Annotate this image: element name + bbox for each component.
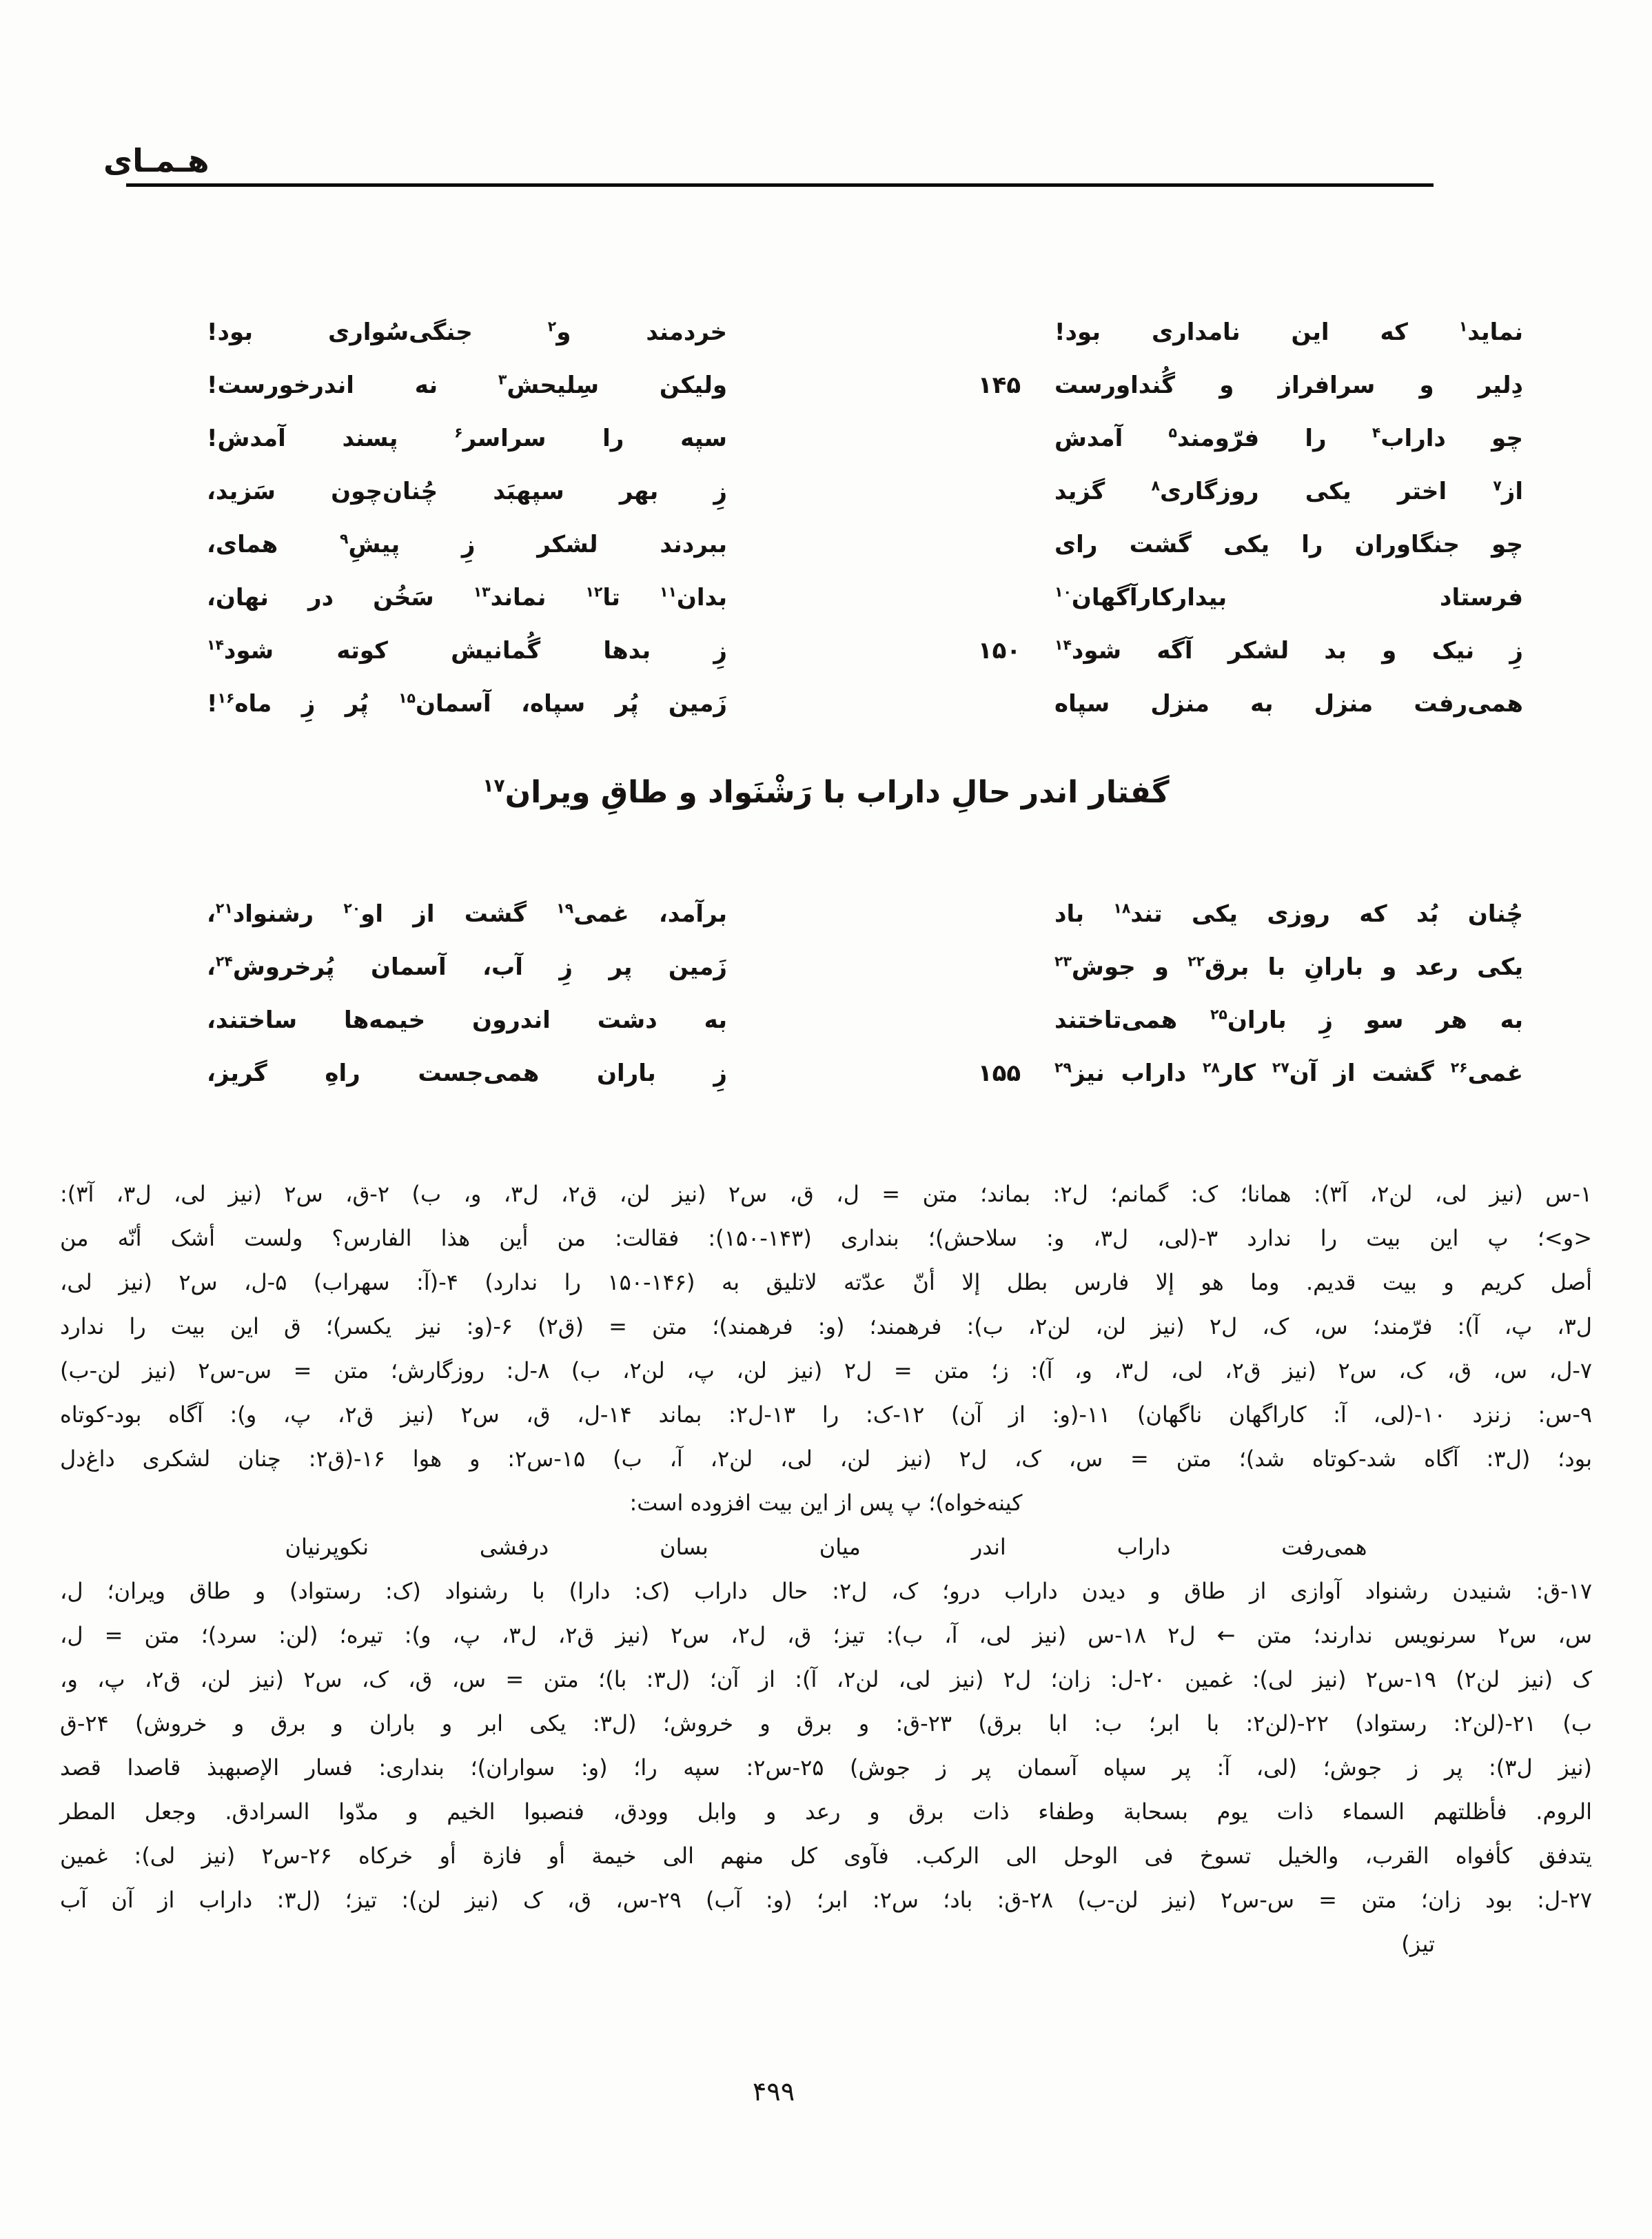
apparatus-line: ۲۷-ل: بود زان؛ متن = س-س۲ (نیز لن-ب) ۲۸-ق: باد؛ س۲: ابر؛ (و: آب) ۲۹-س، ق، ک (نیز لن): تیز؛ (ل۳: داراب از آن آب — [60, 1887, 1593, 1913]
apparatus-line: ۱۷-ق: شنیدن رشنواد آوازی از طاق و دیدن داراب درو؛ ک، ل۲: حال داراب (ک: دارا) با رشنواد (ک: رستواد) و طاق ویران؛ ل، — [60, 1578, 1593, 1604]
hemistich-left: برآمد، غمی$^{۱۹}$ گشت از او$^{۲۰}$ رشنواد$^{۲۱}$، — [207, 900, 727, 928]
hemistich-right: به هر سو زِ باران$^{۲۵}$ همی‌تاختند — [1054, 1006, 1523, 1034]
hemistich-left: ببردند لشکر زِ پیشِ$^۹$ همای، — [207, 530, 727, 558]
apparatus-line: ک (نیز لن۲) ۱۹-س۲ (نیز لی): غمین ۲۰-ل: زان؛ ل۲ (نیز لی، لن۲، آ): از آن؛ (ل۳: با)؛ متن = س، ق، ک، س۲ (نیز لن، ق۲، پ، و، — [60, 1666, 1593, 1692]
hemistich-left: زِ بدها گُمانیش کوته شود$^{۱۴}$ — [207, 636, 727, 665]
verse-row — [207, 941, 1523, 994]
hemistich-left: سپه را سراسر$^۶$ پسند آمدش! — [207, 424, 727, 452]
hemistich-left: زِ باران همی‌جست راهِ گریز، — [207, 1060, 727, 1087]
apparatus-line: ۱-س (نیز لی، لن۲، آ۳): همانا؛ ک: گمانم؛ ل۲: بماند؛ متن = ل، ق، س۲ (نیز لن، ق۲، ل۳، و، ب) ۲-ق، س۲ (نیز لی، ل۳، آ۳): — [60, 1181, 1593, 1207]
apparatus-line: ۷-ل، س، ق، ک، س۲ (نیز ق۲، لی، ل۳، و، آ): ز؛ متن = ل۲ (نیز لن، پ، لن۲، ب) ۸-ل: روزگارش؛ متن = س-س۲ (نیز لن-ب) — [60, 1357, 1593, 1384]
apparatus-line: ب) ۲۱-(لن۲: رستواد) ۲۲-(لن۲: با ابر؛ ب: ابا برق) ۲۳-ق: و برق و خروش؛ (ل۳: یکی ابر و باران و برق و خروش) ۲۴-ق — [60, 1710, 1593, 1736]
hemistich-right: دِلیر و سرافراز و گُنداورست — [1054, 372, 1523, 399]
hemistich-left: زَمین پر زِ آب، آسمان پُرخروش$^{۲۴}$، — [207, 953, 727, 981]
apparatus-line-last: تیز) — [1401, 1931, 1435, 1957]
running-head-title: هـمـای — [103, 142, 210, 179]
hemistich-left: زَمین پُر سپاه، آسمان$^{۱۵}$ پُر زِ ماه$^{۱۶}$! — [207, 689, 728, 718]
apparatus-line: أصل کریم و بیت قدیم. وما هو إلا فارس بطل إلا أنّ عدّته لاتلیق به (۱۴۶-۱۵۰ را ندارد) ۴-(آ: سهراب) ۵-ل، س۲ (نیز لی، — [60, 1269, 1593, 1295]
hemistich-left: به دشت اندرون خیمه‌ها ساختند، — [207, 1006, 727, 1034]
hemistich-right: فرستاد بیدارکارآگهان$^{۱۰}$ — [1054, 583, 1523, 611]
apparatus-line: ۹-س: زنزد ۱۰-(لی، آ: کاراگهان ناگهان) ۱۱-(و: از آن) ۱۲-ک: را ۱۳-ل۲: بماند ۱۴-ل، ق، س۲ (نیز ق۲، پ، و): آگاه بود-کوتاه — [60, 1401, 1593, 1428]
verse-row — [207, 678, 1523, 731]
hemistich-left: ولیکن سِلیحش$^۳$ نه اندرخورست! — [207, 371, 727, 399]
verse-row — [207, 625, 1523, 678]
verse-number: ۱۵۰ — [977, 637, 1021, 665]
verse-row — [207, 888, 1523, 941]
hemistich-right: چُنان بُد که روزی یکی تند$^{۱۸}$ باد — [1054, 900, 1523, 928]
header-rule — [126, 183, 1434, 187]
verse-block-1 — [207, 306, 1523, 731]
verse-row — [207, 518, 1523, 571]
hemistich-left: خردمند و$^۲$ جنگی‌سُواری بود! — [207, 318, 727, 346]
hemistich-right: چو جنگاوران را یکی گشت رای — [1054, 531, 1523, 558]
hemistich-right: همی‌رفت منزل به منزل سپاه — [1054, 690, 1523, 718]
apparatus-added-verse: همی‌رفت داراب اندر میان بسان درفشی نکوپرنیان — [285, 1534, 1367, 1560]
hemistich-left: زِ بهر سپهبَد چُنان‌چون سَزید، — [207, 478, 727, 505]
apparatus-line: <و>؛ پ این بیت را ندارد ۳-(لی، ل۳، و: سلاحش)؛ بنداری (۱۴۳-۱۵۰): فقالت: من أین هذا الفارس؟ ولست أشک أنّه من — [60, 1225, 1593, 1251]
verse-row — [207, 306, 1523, 359]
page-number: ۴۹۹ — [752, 2076, 795, 2107]
hemistich-right: نماید$^۱$ که این نامداری بود! — [1054, 318, 1523, 346]
verse-row — [207, 359, 1523, 412]
apparatus-line: الروم. فأظلتهم السماء ذات یوم بسحابة وطفاء ذات برق و رعد و وابل وودق، فنصبوا الخیم و مدّوا السرادق. وجعل المطر — [60, 1799, 1592, 1825]
hemistich-right: یکی رعد و بارانِ با برق$^{۲۲}$ و جوش$^{۲۳}$ — [1054, 953, 1524, 981]
verse-row — [207, 994, 1523, 1047]
hemistich-right: از$^۷$ اختر یکی روزگاری$^۸$ گزید — [1054, 477, 1523, 505]
hemistich-right: چو داراب$^۴$ را فرّومند$^۵$ آمدش — [1054, 424, 1523, 452]
verse-block-2 — [207, 888, 1523, 1100]
verse-row — [207, 465, 1523, 518]
verse-row — [207, 571, 1523, 625]
apparatus-line: بود؛ (ل۳: آگاه شد-کوتاه شد)؛ متن = س، ک، ل۲ (نیز لن، لی، لن۲، آ، ب) ۱۵-س۲: و هوا ۱۶-(ق۲: چنان لشکری داغ‌دل — [60, 1446, 1593, 1472]
section-heading: گفتار اندر حالِ داراب با رَشْنَواد و طاقِ ویران$^{۱۷}$ — [482, 775, 1170, 810]
hemistich-right: غمی$^{۲۶}$ گشت از آن$^{۲۷}$ کار$^{۲۸}$ داراب نیز$^{۲۹}$ — [1054, 1059, 1524, 1087]
hemistich-left: بدان$^{۱۱}$ تا$^{۱۲}$ نماند$^{۱۳}$ سَخُن در نهان، — [207, 583, 727, 611]
apparatus-lead-in: کینه‌خواه)؛ پ پس از این بیت افزوده است: — [629, 1490, 1023, 1516]
verse-number: ۱۴۵ — [977, 372, 1021, 399]
apparatus-line: س، س۲ سرنویس ندارند؛ متن ← ل۲ ۱۸-س (نیز لی، آ، ب): تیز؛ ق، ل۲، س۲ (نیز ق۲، ل۳، پ، و): تیره؛ (لن: سرد)؛ متن = ل، — [60, 1622, 1593, 1648]
apparatus-line: یتدفق کأفواه القرب، والخیل تسوخ فی الوحل الی الرکب. فآوی کل منهم الی خیمة أو فازة أو خرکاه ۲۶-س۲ (نیز لی): غمین — [60, 1843, 1593, 1869]
apparatus-line: ل۳، پ، آ): فرّمند؛ س، ک، ل۲ (نیز لن، لن۲، ب): فرهمند؛ (و: فرهمند)؛ متن = (ق۲) ۶-(و: نیز یکسر)؛ ق این بیت را ندارد — [60, 1313, 1593, 1339]
critical-apparatus — [60, 1172, 1592, 1966]
verse-number: ۱۵۵ — [977, 1060, 1021, 1087]
verse-row — [207, 412, 1523, 465]
hemistich-right: زِ نیک و بد لشکر آگه شود$^{۱۴}$ — [1054, 636, 1523, 665]
apparatus-line: (نیز ل۳): پر ز جوش؛ (لی، آ: پر سپاه آسمان پر ز جوش) ۲۵-س۲: سپه را؛ (و: سواران)؛ بنداری: فسار الإصبهبذ قاصدا قصد — [60, 1754, 1593, 1781]
verse-row — [207, 1047, 1523, 1100]
